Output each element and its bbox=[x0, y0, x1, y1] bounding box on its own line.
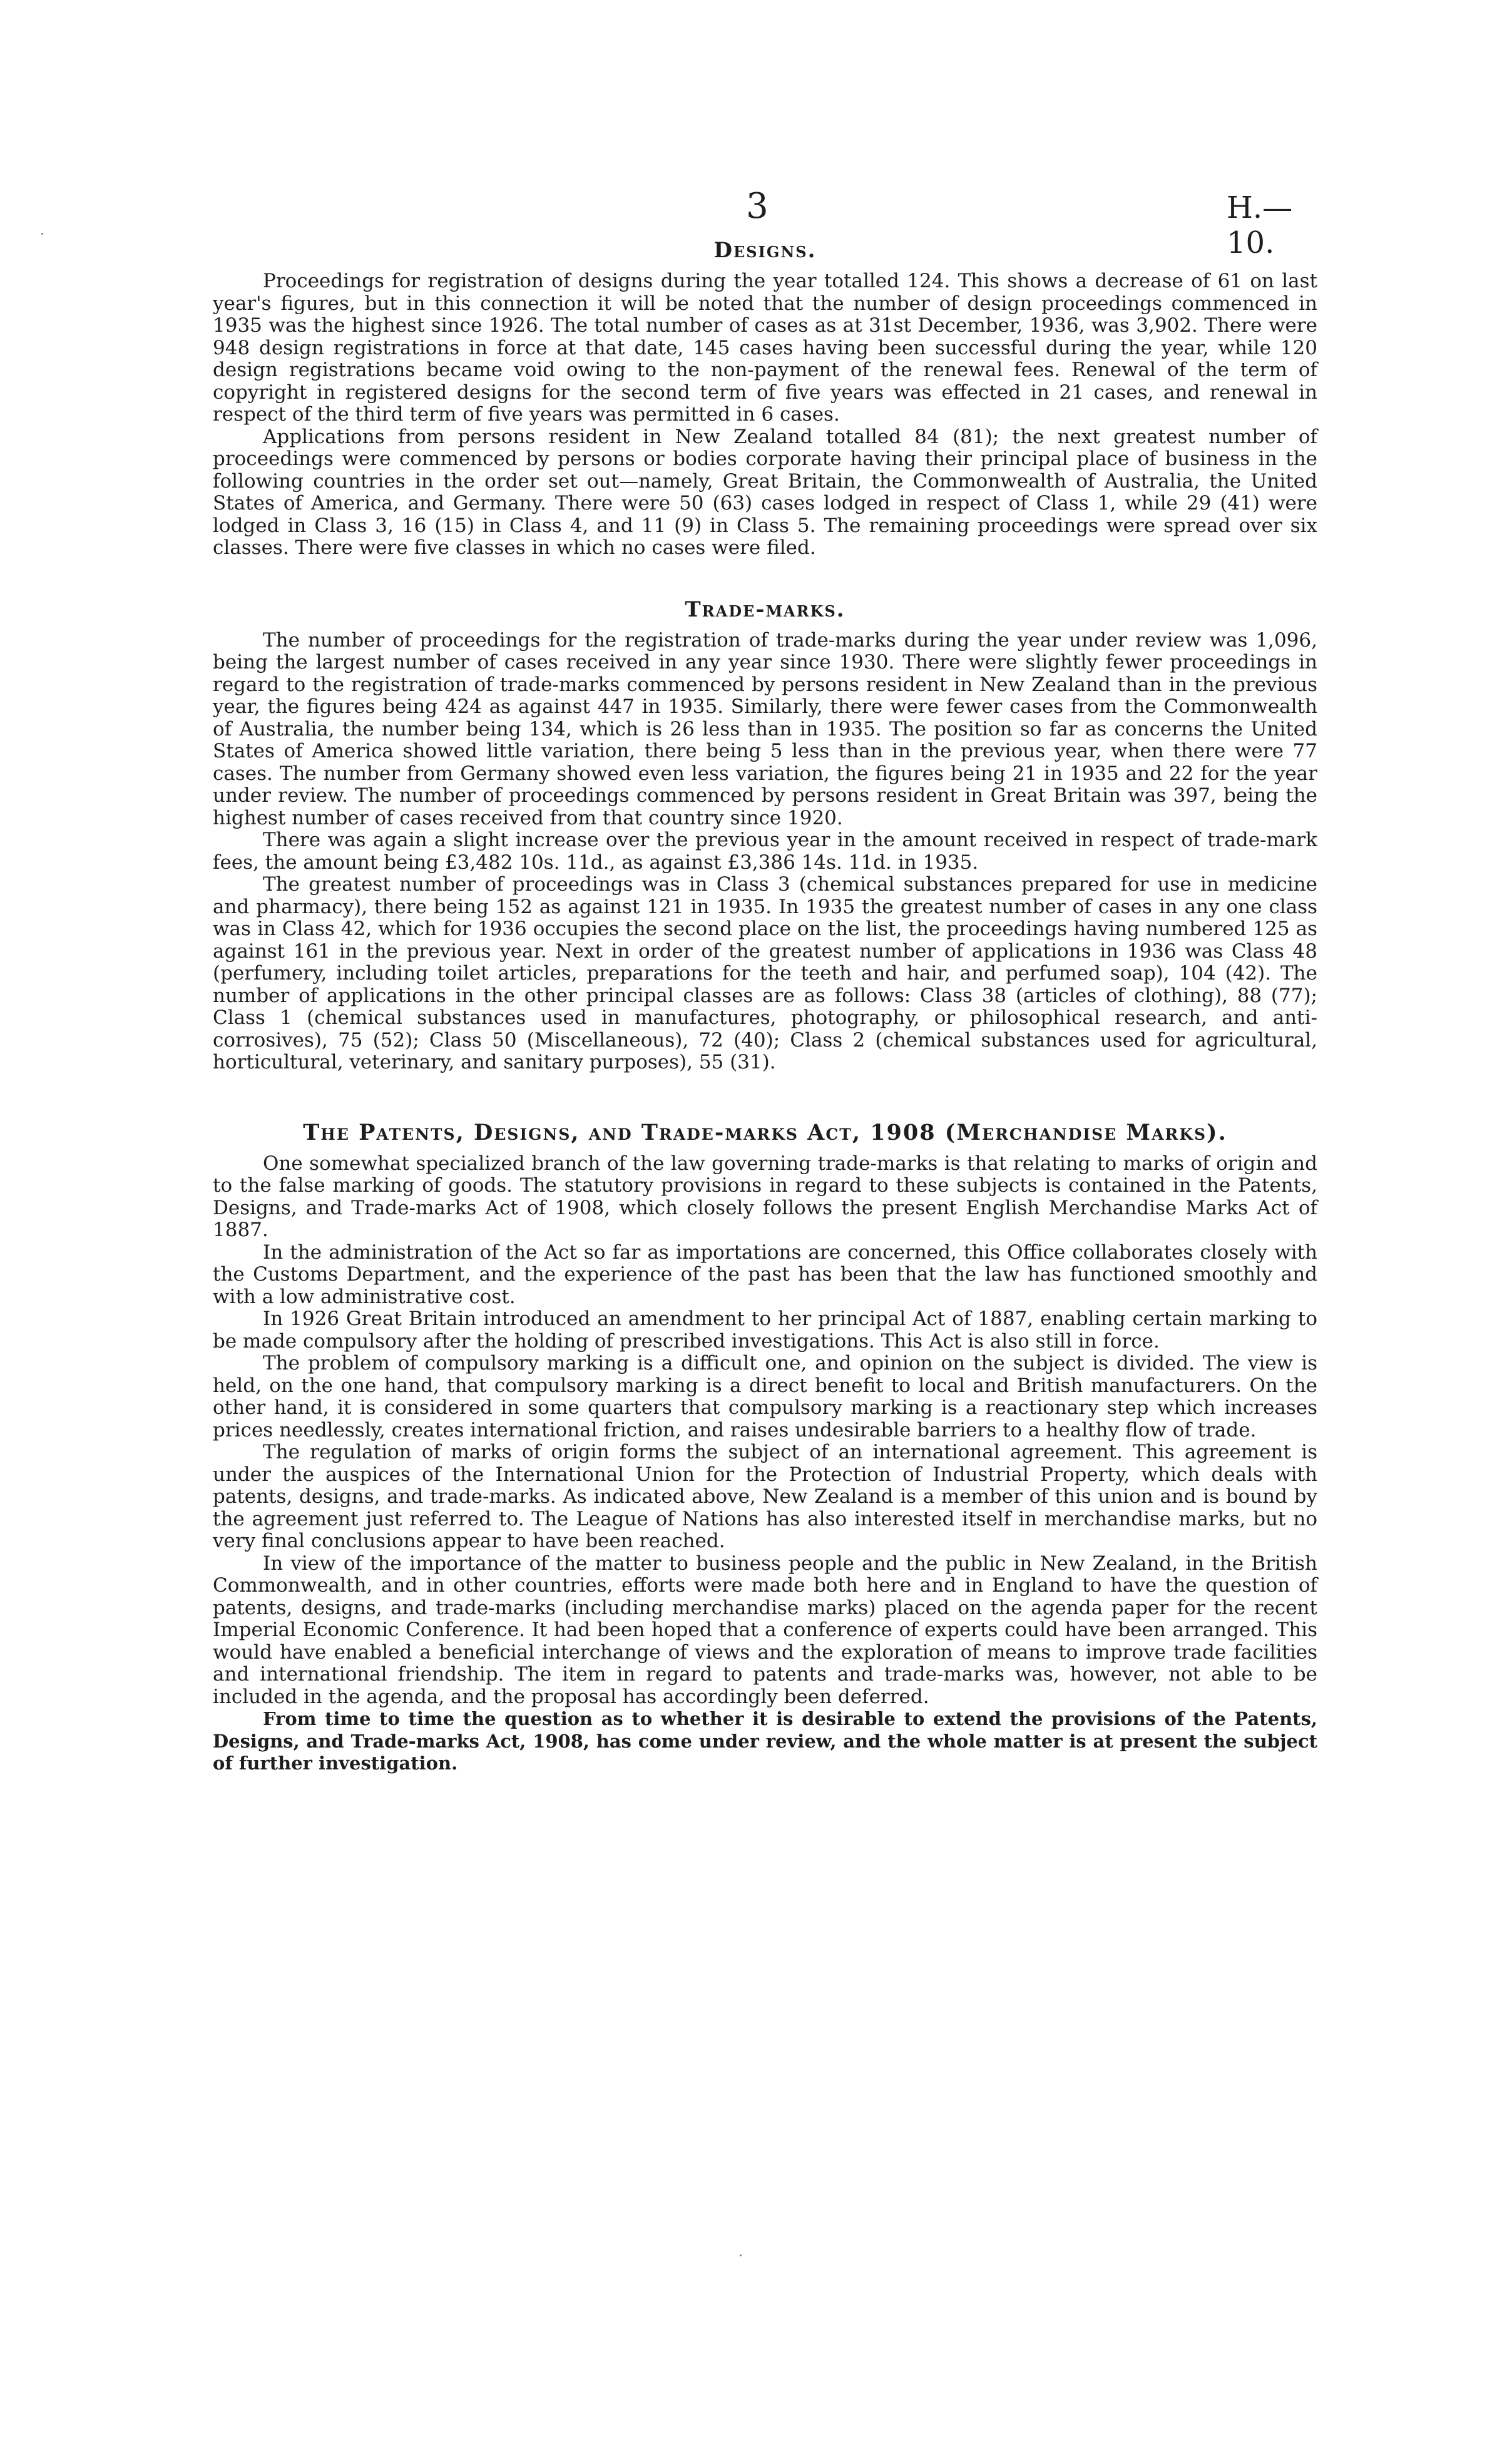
paragraph: The problem of compulsory marking is a difficult one, and opinion on the subject is divided. The view is held, on the one hand, that compulsory marking is a direct benefit to local and British manufacturers. On the other hand, it is considered in some quarters that compulsory marking is a reactionary step which increases prices needlessly, creates international friction, and raises undesirable barriers to a healthy flow of trade. bbox=[213, 1352, 1317, 1441]
paragraph: There was again a slight increase over the previous year in the amount received in respect of trade-mark fees, the amount being £3,482 10s. 11d., as against £3,386 14s. 11d. in 1935. bbox=[213, 829, 1317, 874]
document-reference: H.—10. bbox=[1227, 190, 1293, 260]
paragraph: From time to time the question as to whether it is desirable to extend the provisions of the Patents, Designs, and Trade-marks Act, 1908, has come under review, and the whole matter is at present the subject of further investigation. bbox=[213, 1708, 1317, 1774]
page-number: 3 bbox=[746, 186, 769, 227]
paragraph: In view of the importance of the matter to business people and the public in New Zealand, in the British Commonwealth, and in other countries, efforts were made both here and in England to have the question of patents, designs, and trade-marks (including merchandise marks) placed on the agenda paper for the recent Imperial Economic Conference. It had been hoped that a conference of experts could have been arranged. This would have enabled a beneficial interchange of views and the exploration of means to improve trade facilities and international friendship. The item in regard to patents and trade-marks was, however, not able to be included in the agenda, and the proposal has accordingly been deferred. bbox=[213, 1552, 1317, 1708]
paragraph: The number of proceedings for the registration of trade-marks during the year under review was 1,096, being the largest number of cases received in any year since 1930. There were slightly fewer proceedings in regard to the registration of trade-marks commenced by persons resident in New Zealand than in the previous year, the figures being 424 as against 447 in 1935. Similarly, there were fewer cases from the Commonwealth of Australia, the number being 134, which is 26 less than in 1935. The position so far as concerns the United States of America showed little variation, there being 5 less than in the previous year, when there were 77 cases. The number from Germany showed even less variation, the figures being 21 in 1935 and 22 for the year under review. The number of proceedings commenced by persons resident in Great Britain was 397, being the highest number of cases received from that country since 1920. bbox=[213, 628, 1317, 829]
paragraph: One somewhat specialized branch of the law governing trade-marks is that relating to marks of origin and to the false marking of goods. The statutory provisions in regard to these subjects is contained in the Patents, Designs, and Trade-marks Act of 1908, which closely follows the present English Merchandise Marks Act of 1887. bbox=[213, 1152, 1317, 1241]
paragraph: Applications from persons resident in New Zealand totalled 84 (81); the next greatest number of proceedings were commenced by persons or bodies corporate having their principal place of business in the following countries in the order set out—namely, Great Britain, the Commonwealth of Australia, the United States of America, and Germany. There were 50 (63) cases lodged in respect of Class 1, while 29 (41) were lodged in Class 3, 16 (15) in Class 4, and 11 (9) in Class 5. The remaining proceedings were spread over six classes. There were five classes in which no cases were filed. bbox=[213, 425, 1317, 559]
section-heading: Trade-marks. bbox=[685, 596, 845, 622]
paragraph: Proceedings for registration of designs during the year totalled 124. This shows a decrease of 61 on last year's figures, but in this connection it will be noted that the number of design proceedings commenced in 1935 was the highest since 1926. The total number of cases as at 31st December, 1936, was 3,902. There were 948 design registrations in force at that date, 145 cases having been successful during the year, while 120 design registrations became void owing to the non-payment of the renewal fees. Renewal of the term of copyright in registered designs for the second term of five years was effected in 21 cases, and renewal in respect of the third term of five years was permitted in 6 cases. bbox=[213, 270, 1317, 426]
scan-speck bbox=[740, 2254, 742, 2256]
paragraph: In 1926 Great Britain introduced an amendment to her principal Act of 1887, enabling certain marking to be made compulsory after the holding of prescribed investigations. This Act is also still in force. bbox=[213, 1307, 1317, 1353]
section-designs bbox=[213, 238, 1317, 560]
paragraph: The greatest number of proceedings was in Class 3 (chemical substances prepared for use in medicine and pharmacy), there being 152 as against 121 in 1935. In 1935 the greatest number of cases in any one class was in Class 42, which for 1936 occupies the second place on the list, the proceedings having numbered 125 as against 161 in the previous year. Next in order of the greatest number of applications in 1936 was Class 48 (perfumery, including toilet articles, preparations for the teeth and hair, and perfumed soap), 104 (42). The number of applications in the other principal classes are as follows: Class 38 (articles of clothing), 88 (77); Class 1 (chemical substances used in manufactures, photography, or philosophical research, and anti-corrosives), 75 (52); Class 50 (Miscellaneous), 72 (40); Class 2 (chemical substances used for agricultural, horticultural, veterinary, and sanitary purposes), 55 (31). bbox=[213, 873, 1317, 1073]
section-heading: The Patents, Designs, and Trade-marks Act, 1908 (Merchandise Marks). bbox=[303, 1119, 1227, 1145]
paragraph: The regulation of marks of origin forms the subject of an international agreement. This agreement is under the auspices of the International Union for the Protection of Industrial Property, which deals with patents, designs, and trade-marks. As indicated above, New Zealand is a member of this union and is bound by the agreement just referred to. The League of Nations has also interested itself in merchandise marks, but no very final conclusions appear to have been reached. bbox=[213, 1441, 1317, 1552]
section-trade-marks bbox=[213, 597, 1317, 1074]
section-merchandise-marks bbox=[213, 1120, 1317, 1775]
paragraph: In the administration of the Act so far as importations are concerned, this Office collaborates closely with the Customs Department, and the experience of the past has been that the law has functioned smoothly and with a low administrative cost. bbox=[213, 1241, 1317, 1308]
page-body bbox=[213, 238, 1317, 1775]
scan-speck bbox=[41, 233, 43, 235]
section-heading: Designs. bbox=[713, 238, 817, 263]
